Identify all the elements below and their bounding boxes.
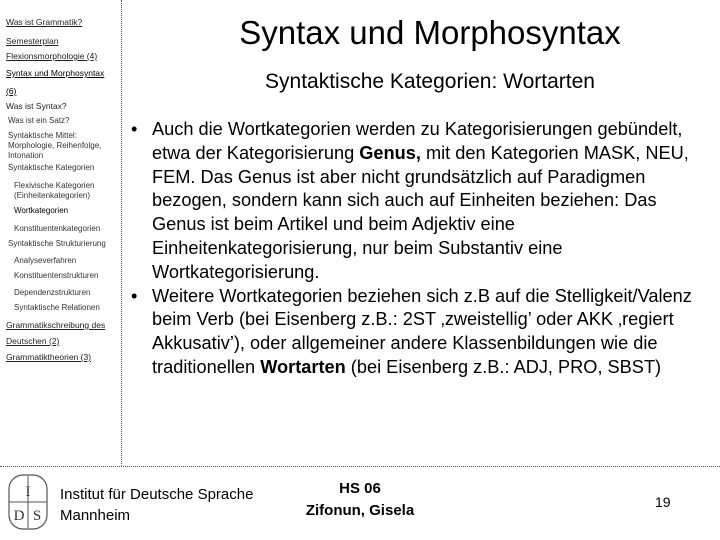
bullet-list	[131, 118, 711, 380]
slide-subtitle: Syntaktische Kategorien: Wortarten	[265, 70, 595, 93]
ids-logo-icon	[6, 472, 50, 532]
nav-syntax-und-morphosyntax[interactable]: Syntax und Morphosyntax	[6, 68, 105, 78]
bullet-icon: •	[131, 119, 138, 139]
slide-title: Syntax und Morphosyntax	[239, 14, 621, 51]
bullet-text: (bei Eisenberg z.B.: ADJ, PRO, SBST)	[345, 356, 662, 377]
institute-location: Mannheim	[60, 507, 131, 524]
institute-line: Institut für Deutsche Sprache	[60, 486, 254, 503]
nav-syntaktische-strukturierung[interactable]: Syntaktische Strukturierung	[8, 239, 106, 248]
bullet-text: mit den Kategorien MASK, NEU, FEM. Das Genus ist aber nicht grundsätzlich auf Paradigmen bezogen, sondern kann sich auch auf Einheiten beziehen: Das Genus ist beim Artikel und beim Adjektiv eine Einheitenkategorisierung, nur beim Substantiv eine Wortkategorisierung.	[152, 142, 689, 282]
nav-was-ist-ein-satz[interactable]: Was ist ein Satz?	[8, 116, 70, 125]
author-name: Zifonun, Gisela	[305, 502, 415, 519]
nav-flexionsmorphologie[interactable]: Flexionsmorphologie (4)	[6, 51, 98, 61]
page-number: 19	[655, 494, 671, 510]
footer-divider	[0, 466, 720, 467]
nav-grammatikschreibung[interactable]: Grammatikschreibung des	[6, 320, 106, 330]
logo-letter: I	[25, 484, 31, 500]
nav-grammatiktheorien[interactable]: Grammatiktheorien (3)	[6, 352, 92, 362]
nav-syntax-count[interactable]: (6)	[6, 86, 17, 96]
institute-name	[60, 484, 253, 526]
nav-konstituentenkategorien[interactable]: Konstituentenkategorien	[14, 224, 101, 233]
bullet-item	[131, 118, 711, 285]
nav-analyseverfahren[interactable]: Analyseverfahren	[14, 256, 77, 265]
nav-flexivische-kategorien[interactable]: Flexivische Kategorien (Einheitenkategorien)	[14, 181, 95, 200]
nav-syntaktische-mittel[interactable]: Syntaktische Mittel: Morphologie, Reihenfolge, Intonation	[8, 131, 102, 160]
bullet-icon: •	[131, 285, 138, 306]
nav-deutschen[interactable]: Deutschen (2)	[6, 336, 60, 346]
logo-letter: D	[13, 508, 25, 524]
nav-dependenzstrukturen[interactable]: Dependenzstrukturen	[14, 288, 91, 297]
nav-konstituentenstrukturen[interactable]: Konstituentenstrukturen	[14, 271, 99, 280]
nav-syntaktische-relationen[interactable]: Syntaktische Relationen	[14, 303, 100, 312]
nav-was-ist-syntax[interactable]: Was ist Syntax?	[6, 101, 67, 111]
nav-syntaktische-kategorien[interactable]: Syntaktische Kategorien	[8, 163, 95, 172]
bullet-text: Auch die Wortkategorien werden zu Kategorisierungen gebündelt, etwa der Kategorisierung	[152, 119, 683, 163]
sidebar-navigation	[0, 0, 122, 466]
bullet-bold-term: Wortarten	[260, 356, 346, 377]
bullet-item	[131, 285, 711, 380]
logo-letter: S	[32, 508, 42, 524]
nav-was-ist-grammatik[interactable]: Was ist Grammatik?	[6, 17, 83, 27]
lecture-info	[275, 478, 445, 522]
nav-semesterplan[interactable]: Semesterplan	[6, 36, 59, 46]
nav-wortkategorien[interactable]: Wortkategorien	[14, 206, 69, 215]
semester-label: HS 06	[339, 480, 381, 497]
bullet-text: Weitere Wortkategorien beziehen sich z.B auf die Stelligkeit/Valenz beim Verb (bei Eisenberg z.B.: 2ST ‚zweistellig’ oder AKK ‚regiert Akkusativ’), oder allgemeiner andere Klassenbildungen wie die traditionellen	[152, 285, 692, 377]
bullet-bold-term: Genus,	[359, 142, 421, 163]
